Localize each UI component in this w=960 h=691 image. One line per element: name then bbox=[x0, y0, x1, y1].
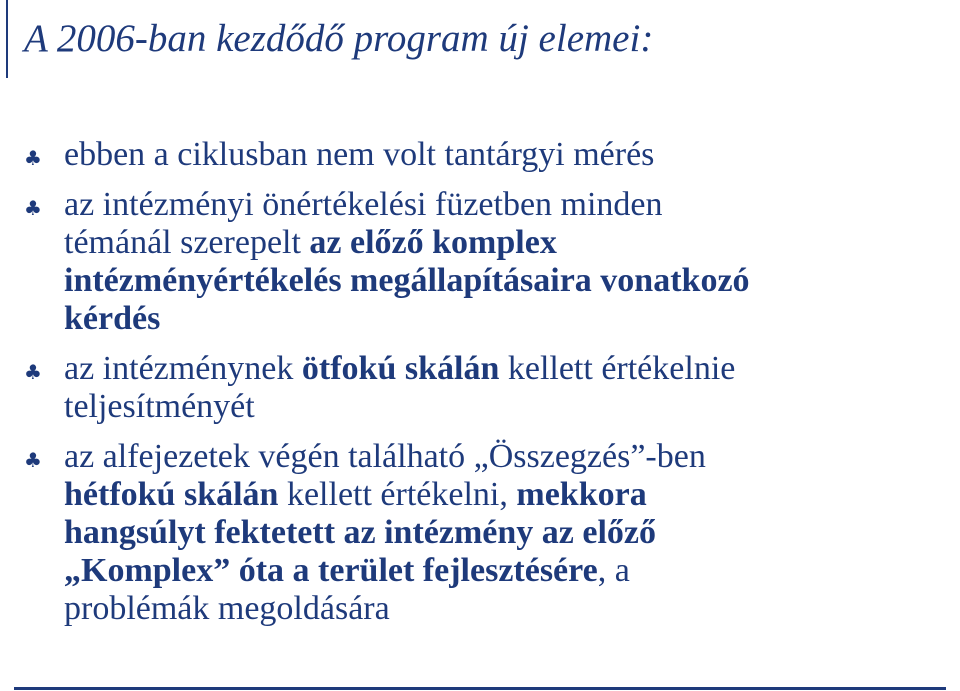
bullet-line bbox=[64, 590, 960, 628]
bold-text: az előző komplex bbox=[309, 224, 557, 261]
bullet-line bbox=[64, 514, 960, 552]
club-icon: ♣ bbox=[24, 196, 42, 220]
bold-text: hétfokú skálán bbox=[64, 476, 279, 513]
bullet-item bbox=[0, 186, 960, 338]
bullet-list bbox=[0, 136, 960, 640]
text: témánál szerepelt bbox=[64, 224, 310, 261]
text: teljesítményét bbox=[64, 388, 255, 425]
left-accent-rule bbox=[6, 0, 8, 78]
club-icon: ♣ bbox=[24, 146, 42, 170]
club-icon: ♣ bbox=[24, 448, 42, 472]
text: ebben a ciklusban nem volt tantárgyi mérés bbox=[64, 136, 655, 173]
bold-text: kérdés bbox=[64, 300, 161, 337]
bullet-line bbox=[64, 262, 960, 300]
bullet-line bbox=[64, 224, 960, 262]
bullet-item bbox=[0, 136, 960, 174]
bullet-item bbox=[0, 350, 960, 426]
bullet-line bbox=[64, 350, 960, 388]
bullet-line bbox=[64, 388, 960, 426]
bold-text: intézményértékelés megállapításaira vonatkozó bbox=[64, 262, 750, 299]
bullet-item bbox=[0, 438, 960, 628]
bullet-line bbox=[64, 476, 960, 514]
bullet-line bbox=[64, 300, 960, 338]
bullet-line bbox=[64, 552, 960, 590]
club-icon: ♣ bbox=[24, 360, 42, 384]
bold-text: ötfokú skálán bbox=[301, 350, 500, 387]
bold-text: hangsúlyt fektetett az intézmény az előző bbox=[64, 514, 657, 551]
bullet-line bbox=[64, 136, 960, 174]
text: kellett értékelni, bbox=[278, 476, 517, 513]
bold-text: mekkora bbox=[516, 476, 647, 513]
bottom-rule bbox=[14, 687, 946, 690]
text: az intézménynek bbox=[64, 350, 302, 387]
text: , a bbox=[597, 552, 630, 589]
text: problémák megoldására bbox=[64, 590, 390, 627]
text: az intézményi önértékelési füzetben minden bbox=[64, 186, 663, 223]
bullet-line bbox=[64, 186, 960, 224]
bold-text: „Komplex” óta a terület fejlesztésére bbox=[64, 552, 598, 589]
text: az alfejezetek végén található „Összegzés”-ben bbox=[64, 438, 706, 475]
page-title: A 2006-ban kezdődő program új elemei: bbox=[24, 17, 654, 60]
bullet-line bbox=[64, 438, 960, 476]
text: kellett értékelnie bbox=[499, 350, 736, 387]
